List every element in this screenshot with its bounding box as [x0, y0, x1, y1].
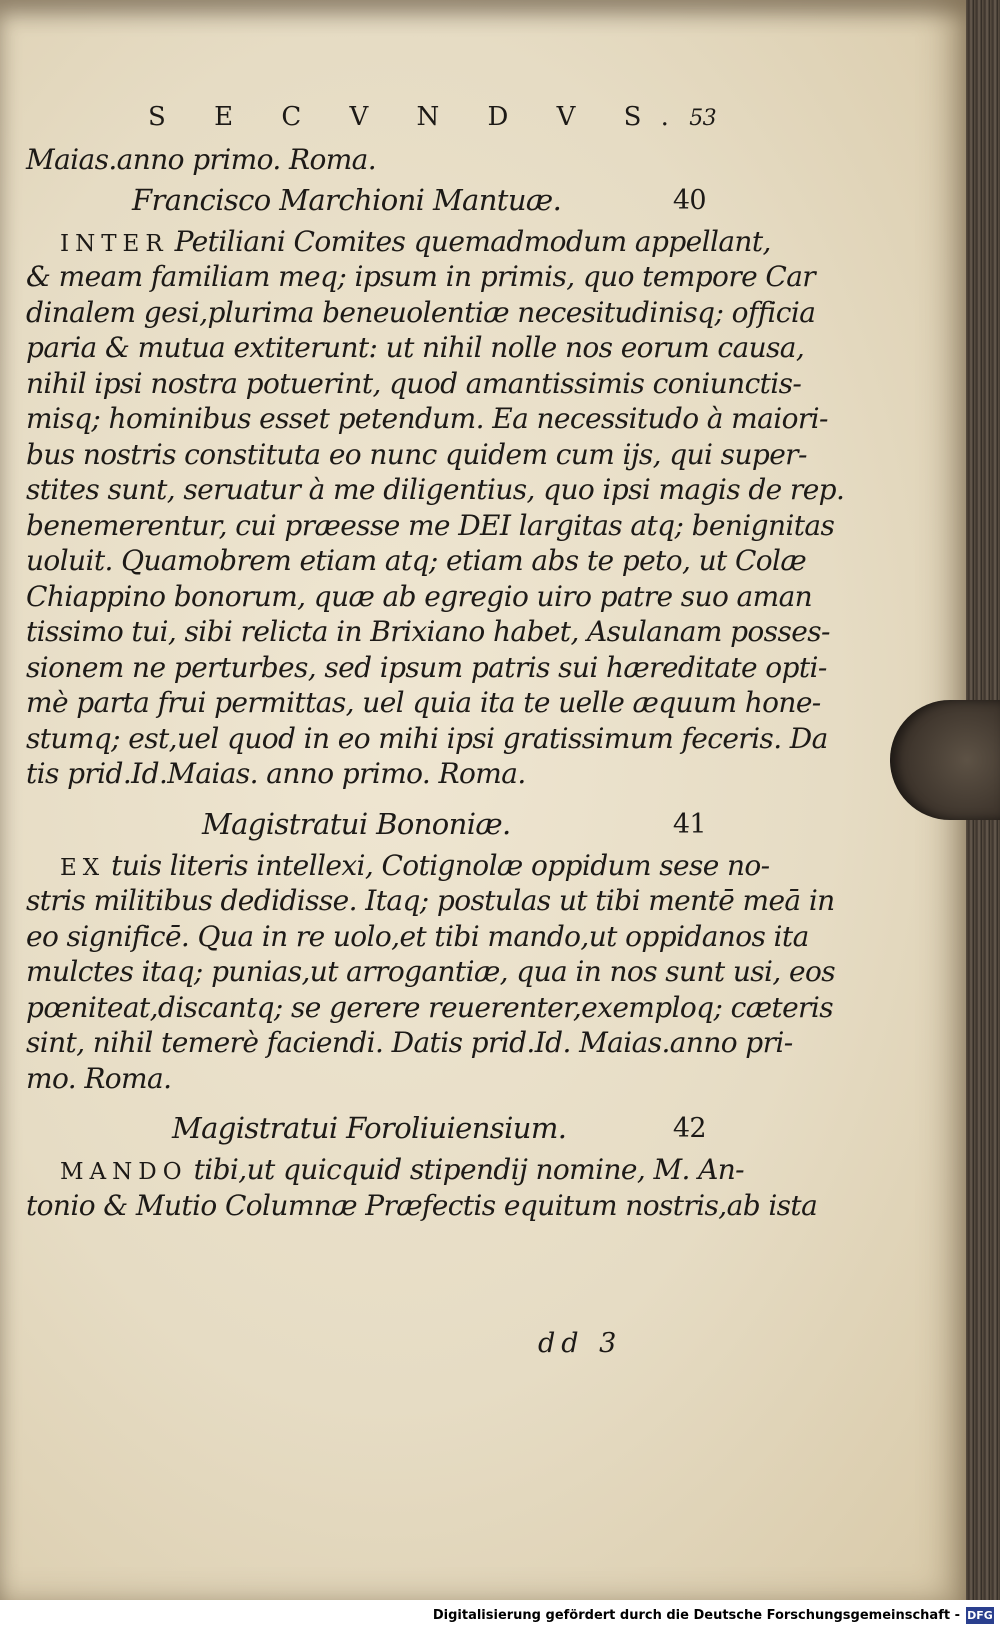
initial-caps: INTER — [60, 230, 169, 257]
text-line — [26, 919, 809, 955]
line-text: benemerentur, cui præesse me DEI largitas atq; benignitas — [26, 508, 835, 542]
text-line — [26, 756, 726, 792]
text-line — [26, 579, 813, 615]
initial-caps: EX — [60, 854, 106, 881]
text-line — [26, 295, 816, 331]
text-line — [26, 848, 770, 884]
line-text: tibi,ut quicquid stipendij nomine, M. An- — [193, 1153, 745, 1186]
line-text: mè parta frui permittas, uel quia ita te uelle æquum hone- — [26, 686, 821, 719]
letter-number: 41 — [672, 808, 706, 840]
text-line — [26, 437, 807, 473]
text-line — [26, 1152, 745, 1188]
letter-close-line: Maias.anno primo. Roma. — [26, 143, 377, 176]
letter-body-42 — [26, 1152, 818, 1223]
line-text: mo. Roma. — [26, 1061, 172, 1095]
line-text: stris militibus dedidisse. Itaq; postulas ut tibi mentē meā in — [26, 884, 835, 917]
text-line — [26, 224, 771, 260]
page-number: 53 — [689, 106, 716, 131]
line-text: bus nostris constituta eo nunc quidem cum ijs, qui super- — [26, 437, 807, 471]
letter-heading-42 — [26, 1106, 726, 1152]
letter-heading-40 — [26, 178, 726, 224]
footer-bar — [0, 1600, 1000, 1633]
line-text: Chiappino bonorum, quæ ab egregio uiro patre suo aman — [26, 579, 813, 613]
text-line — [26, 330, 805, 366]
line-text: dinalem gesi,plurima beneuolentiæ necesitudinisq; officia — [26, 295, 816, 329]
line-text: pœniteat,discantq; se gerere reuerenter,exemploq; cæteris — [26, 990, 833, 1024]
dfg-logo: DFG — [967, 1609, 993, 1622]
initial-caps: MANDO — [60, 1159, 188, 1185]
line-text: mulctes itaq; punias,ut arrogantiæ, qua in nos sunt usi, eos — [26, 955, 836, 988]
running-title: S E C V N D V S. — [148, 102, 689, 132]
text-line — [26, 614, 830, 650]
text-line — [26, 366, 802, 402]
letter-body-40 — [26, 224, 845, 792]
letter-number: 40 — [672, 184, 706, 216]
text-line — [26, 508, 835, 544]
text-line — [26, 954, 836, 990]
line-text: & meam familiam meq; ipsum in primis, quo tempore Car — [26, 260, 816, 293]
letter-heading-text: Magistratui Bononiæ. — [202, 806, 511, 841]
line-text: tuis literis intellexi, Cotignolæ oppidum sese no- — [111, 848, 770, 882]
text-line — [26, 650, 827, 686]
text-line — [26, 543, 807, 579]
line-text: sionem ne perturbes, sed ipsum patris sui hæreditate opti- — [26, 650, 827, 684]
page-text-block — [26, 100, 845, 1223]
text-line — [26, 1061, 726, 1097]
signature-mark: dd 3 — [538, 1328, 623, 1359]
letter-number: 42 — [672, 1113, 706, 1145]
text-line — [26, 685, 821, 721]
text-line — [26, 883, 835, 919]
line-text: stumq; est,uel quod in eo mihi ipsi gratissimum feceris. Da — [26, 721, 828, 755]
line-text: Petiliani Comites quemadmodum appellant, — [174, 224, 771, 258]
line-text: nihil ipsi nostra potuerint, quod amantissimis coniunctis- — [26, 366, 802, 400]
text-line — [26, 1025, 793, 1061]
text-line — [26, 472, 845, 508]
line-text: stites sunt, seruatur à me diligentius, quo ipsi magis de rep. — [26, 473, 845, 506]
running-head — [26, 100, 726, 142]
line-text: sint, nihil temerè faciendi. Datis prid.Id. Maias.anno pri- — [26, 1026, 793, 1059]
letter-body-41 — [26, 848, 836, 1097]
text-line — [26, 1188, 818, 1224]
text-line — [26, 721, 828, 757]
book-clasp — [890, 700, 1000, 820]
line-text: paria & mutua extiterunt: ut nihil nolle nos eorum causa, — [26, 331, 805, 364]
text-line — [26, 401, 828, 437]
line-text: uoluit. Quamobrem etiam atq; etiam abs te peto, ut Colæ — [26, 544, 807, 577]
text-line — [26, 259, 816, 295]
text-line — [26, 990, 833, 1026]
letter-heading-text: Francisco Marchioni Mantuæ. — [132, 182, 562, 217]
line-text: eo significē. Qua in re uolo,et tibi mando,ut oppidanos ita — [26, 919, 809, 953]
letter-heading-text: Magistratui Foroliuiensium. — [172, 1111, 567, 1146]
line-text: tonio & Mutio Columnæ Præfectis equitum nostris,ab ista — [26, 1188, 818, 1222]
line-text: tissimo tui, sibi relicta in Brixiano habet, Asulanam posses- — [26, 615, 830, 648]
letter-heading-41 — [26, 802, 726, 848]
line-text: misq; hominibus esset petendum. Ea necessitudo à maiori- — [26, 402, 828, 435]
footer-credit: Digitalisierung gefördert durch die Deutsche Forschungsgemeinschaft - — [432, 1608, 960, 1623]
line-text: tis prid.Id.Maias. anno primo. Roma. — [26, 757, 526, 790]
